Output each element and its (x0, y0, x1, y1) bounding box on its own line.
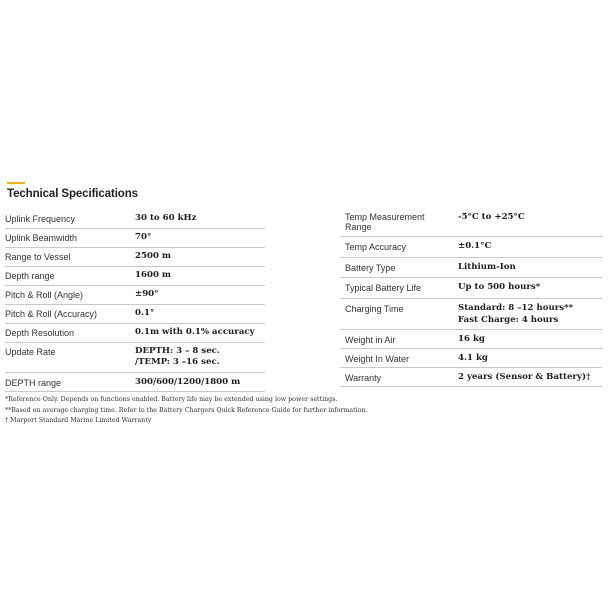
spec-row-update-rate (5, 343, 265, 373)
spec-label: Uplink Beamwidth (5, 233, 78, 243)
spec-label: Range to Vessel (5, 252, 71, 262)
spec-label: DEPTH range (5, 378, 62, 388)
spec-row-weight-in-water (340, 349, 602, 368)
spec-label: Temp Accuracy (345, 242, 407, 252)
spec-value: 300/600/1200/1800 m (135, 377, 241, 387)
footnotes (5, 395, 595, 427)
spec-value: Up to 500 hours* (458, 282, 541, 292)
spec-value: ±90° (135, 289, 159, 299)
spec-row-typical-battery-life (340, 278, 602, 299)
title-accent-bar (7, 182, 25, 184)
spec-label: Warranty (345, 373, 382, 383)
spec-value: 16 kg (458, 334, 485, 344)
spec-row-temp-accuracy (340, 237, 602, 258)
spec-row-battery-type (340, 258, 602, 278)
spec-row-depth-resolution (5, 324, 265, 343)
spec-label: Uplink Frequency (5, 214, 76, 224)
footnote-charging-time: **Based on average charging time. Refer to the Battery Chargers Quick Reference Guide for further information. (5, 406, 368, 414)
spec-row-charging-time (340, 299, 602, 330)
spec-row-range-to-vessel (5, 248, 265, 267)
spec-value: 4.1 kg (458, 353, 488, 363)
spec-label: Charging Time (345, 304, 404, 314)
spec-value-line2: /TEMP: 3 –16 sec. (135, 357, 220, 367)
right-spec-table (340, 210, 602, 387)
spec-label: Typical Battery Life (345, 283, 422, 293)
spec-value: Lithium-Ion (458, 262, 516, 272)
spec-row-pitch-roll-accuracy (5, 305, 265, 324)
spec-label-line1: Temp Measurement (345, 212, 425, 222)
section-title: Technical Specifications (7, 188, 138, 200)
spec-label: Pitch & Roll (Angle) (5, 290, 84, 300)
spec-value: -5°C to +25°C (458, 212, 525, 222)
spec-value: 0.1° (135, 308, 155, 318)
spec-label: Weight in Air (345, 335, 396, 345)
spec-row-uplink-beamwidth (5, 229, 265, 248)
footnote-battery-life: *Reference Only. Depends on functions enabled. Battery life may be extended using low power settings. (5, 396, 338, 403)
spec-value: 1600 m (135, 270, 172, 280)
spec-value: 70° (135, 232, 152, 242)
spec-row-pitch-roll-angle (5, 286, 265, 305)
spec-label: Update Rate (5, 347, 56, 357)
spec-row-temp-measurement-range (340, 210, 602, 237)
spec-label: Weight In Water (345, 354, 410, 364)
spec-row-warranty (340, 368, 602, 387)
spec-label: Pitch & Roll (Accuracy) (5, 309, 98, 319)
spec-value: ±0.1°C (458, 241, 492, 251)
spec-label: Depth range (5, 271, 55, 281)
spec-value: 30 to 60 kHz (135, 213, 197, 223)
spec-row-uplink-frequency (5, 210, 265, 229)
spec-value-line1: Standard: 8 –12 hours** (458, 303, 574, 313)
spec-row-depth-range-options (5, 373, 265, 392)
spec-value-line2: Fast Charge: 4 hours (458, 315, 559, 325)
spec-label: Battery Type (345, 263, 396, 273)
spec-label: Depth Resolution (5, 328, 75, 338)
spec-value-line1: DEPTH: 3 – 8 sec. (135, 346, 220, 356)
spec-row-depth-range (5, 267, 265, 286)
spec-row-weight-in-air (340, 330, 602, 349)
spec-value: 2 years (Sensor & Battery)† (458, 372, 591, 382)
spec-label-line2: Range (345, 222, 372, 232)
spec-value: 0.1m with 0.1% accuracy (135, 327, 255, 337)
footnote-warranty: † Marport Standard Marine Limited Warranty (5, 417, 152, 424)
left-spec-table (5, 210, 265, 392)
spec-value: 2500 m (135, 251, 172, 261)
